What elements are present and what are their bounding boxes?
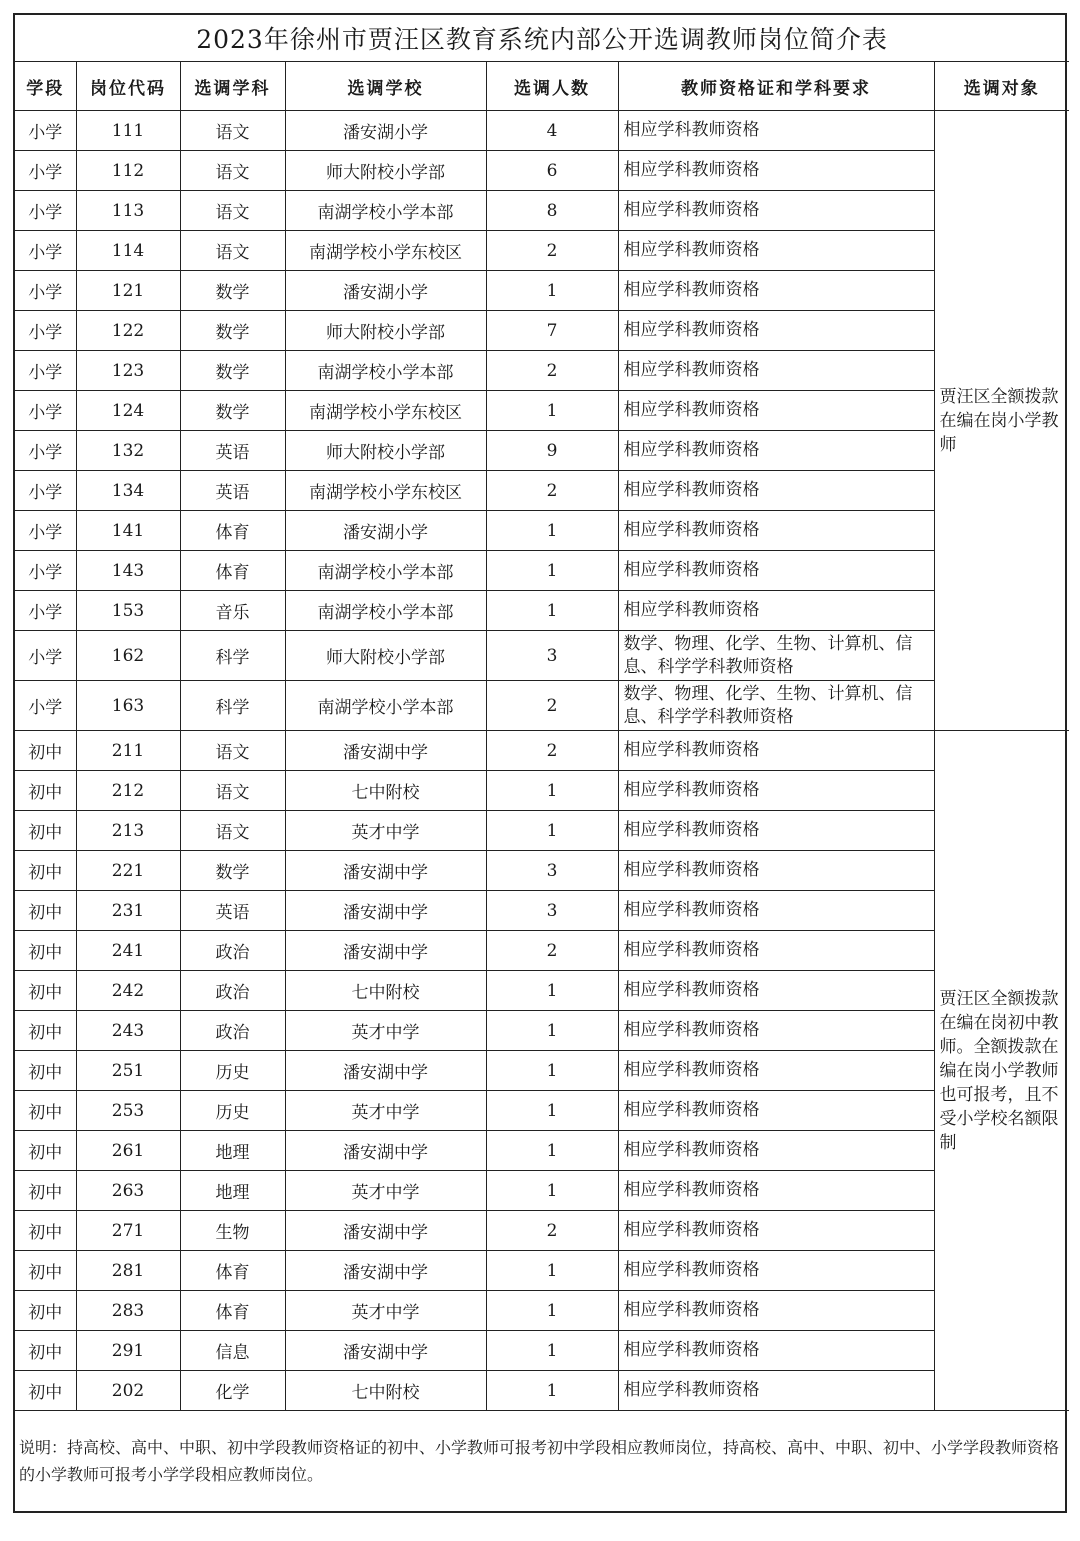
cell-code: 132 (76, 431, 180, 471)
cell-school: 潘安湖小学 (285, 111, 486, 151)
cell-requirement: 相应学科教师资格 (618, 471, 934, 511)
cell-count: 2 (486, 351, 618, 391)
header-row (15, 62, 1069, 111)
table-row (15, 631, 1069, 681)
table-row (15, 1211, 1069, 1251)
cell-school: 英才中学 (285, 1091, 486, 1131)
cell-school: 潘安湖中学 (285, 1331, 486, 1371)
cell-subject: 英语 (180, 431, 285, 471)
cell-subject: 英语 (180, 891, 285, 931)
cell-school: 南湖学校小学本部 (285, 591, 486, 631)
cell-subject: 体育 (180, 511, 285, 551)
cell-code: 241 (76, 931, 180, 971)
cell-subject: 化学 (180, 1371, 285, 1411)
cell-count: 2 (486, 681, 618, 731)
table-row (15, 511, 1069, 551)
cell-code: 163 (76, 681, 180, 731)
cell-subject: 政治 (180, 931, 285, 971)
cell-school: 潘安湖中学 (285, 851, 486, 891)
cell-level: 小学 (15, 431, 76, 471)
notes-text: 说明：持高校、高中、中职、初中学段教师资格证的初中、小学教师可报考初中学段相应教师岗位，持高校、高中、中职、初中、小学学段教师资格的小学教师可报考小学学段相应教师岗位。 (15, 1411, 1069, 1512)
table-row (15, 731, 1069, 771)
cell-code: 211 (76, 731, 180, 771)
cell-count: 2 (486, 931, 618, 971)
cell-subject: 数学 (180, 851, 285, 891)
cell-code: 261 (76, 1131, 180, 1171)
cell-count: 1 (486, 1011, 618, 1051)
cell-level: 小学 (15, 591, 76, 631)
cell-requirement: 相应学科教师资格 (618, 391, 934, 431)
cell-code: 113 (76, 191, 180, 231)
cell-requirement: 相应学科教师资格 (618, 771, 934, 811)
cell-code: 263 (76, 1171, 180, 1211)
cell-code: 221 (76, 851, 180, 891)
position-table (15, 15, 1069, 1511)
cell-level: 初中 (15, 1091, 76, 1131)
cell-subject: 音乐 (180, 591, 285, 631)
table-row (15, 771, 1069, 811)
cell-school: 英才中学 (285, 1011, 486, 1051)
cell-level: 初中 (15, 771, 76, 811)
cell-subject: 语文 (180, 191, 285, 231)
header-target: 选调对象 (934, 62, 1069, 111)
cell-level: 初中 (15, 891, 76, 931)
cell-subject: 科学 (180, 631, 285, 681)
cell-count: 8 (486, 191, 618, 231)
cell-code: 271 (76, 1211, 180, 1251)
cell-count: 1 (486, 1091, 618, 1131)
cell-count: 1 (486, 971, 618, 1011)
cell-school: 南湖学校小学本部 (285, 681, 486, 731)
header-code: 岗位代码 (76, 62, 180, 111)
cell-count: 1 (486, 271, 618, 311)
cell-code: 243 (76, 1011, 180, 1051)
table-row (15, 1011, 1069, 1051)
cell-requirement: 相应学科教师资格 (618, 271, 934, 311)
cell-subject: 科学 (180, 681, 285, 731)
cell-school: 南湖学校小学东校区 (285, 391, 486, 431)
cell-count: 1 (486, 1371, 618, 1411)
cell-subject: 数学 (180, 351, 285, 391)
table-row (15, 1331, 1069, 1371)
cell-subject: 信息 (180, 1331, 285, 1371)
cell-code: 134 (76, 471, 180, 511)
cell-requirement: 相应学科教师资格 (618, 311, 934, 351)
cell-code: 281 (76, 1251, 180, 1291)
header-level: 学段 (15, 62, 76, 111)
cell-school: 七中附校 (285, 771, 486, 811)
table-row (15, 1171, 1069, 1211)
cell-count: 1 (486, 1251, 618, 1291)
header-school: 选调学校 (285, 62, 486, 111)
cell-count: 2 (486, 1211, 618, 1251)
cell-requirement: 相应学科教师资格 (618, 431, 934, 471)
cell-count: 2 (486, 471, 618, 511)
table-row (15, 681, 1069, 731)
cell-school: 七中附校 (285, 971, 486, 1011)
cell-school: 潘安湖中学 (285, 731, 486, 771)
table-row (15, 1291, 1069, 1331)
cell-subject: 语文 (180, 151, 285, 191)
cell-count: 1 (486, 511, 618, 551)
cell-count: 3 (486, 631, 618, 681)
table-row (15, 1371, 1069, 1411)
table-row (15, 591, 1069, 631)
cell-requirement: 相应学科教师资格 (618, 731, 934, 771)
cell-count: 3 (486, 891, 618, 931)
cell-subject: 英语 (180, 471, 285, 511)
cell-school: 南湖学校小学东校区 (285, 471, 486, 511)
cell-level: 小学 (15, 151, 76, 191)
table-row (15, 1051, 1069, 1091)
cell-level: 初中 (15, 1331, 76, 1371)
cell-school: 师大附校小学部 (285, 311, 486, 351)
cell-count: 1 (486, 1291, 618, 1331)
cell-requirement: 相应学科教师资格 (618, 511, 934, 551)
cell-requirement: 相应学科教师资格 (618, 351, 934, 391)
cell-school: 潘安湖中学 (285, 1251, 486, 1291)
table-row (15, 1091, 1069, 1131)
cell-requirement: 相应学科教师资格 (618, 1251, 934, 1291)
cell-requirement: 相应学科教师资格 (618, 1011, 934, 1051)
cell-school: 潘安湖中学 (285, 931, 486, 971)
table-row (15, 851, 1069, 891)
cell-code: 122 (76, 311, 180, 351)
cell-count: 9 (486, 431, 618, 471)
cell-school: 七中附校 (285, 1371, 486, 1411)
cell-requirement: 相应学科教师资格 (618, 591, 934, 631)
table-row (15, 471, 1069, 511)
cell-code: 231 (76, 891, 180, 931)
cell-code: 143 (76, 551, 180, 591)
cell-code: 213 (76, 811, 180, 851)
cell-count: 2 (486, 731, 618, 771)
cell-level: 初中 (15, 851, 76, 891)
cell-code: 141 (76, 511, 180, 551)
cell-code: 114 (76, 231, 180, 271)
cell-subject: 政治 (180, 1011, 285, 1051)
cell-school: 师大附校小学部 (285, 431, 486, 471)
cell-requirement: 相应学科教师资格 (618, 1331, 934, 1371)
cell-subject: 数学 (180, 311, 285, 351)
cell-subject: 历史 (180, 1091, 285, 1131)
cell-code: 153 (76, 591, 180, 631)
cell-code: 202 (76, 1371, 180, 1411)
table-title: 2023年徐州市贾汪区教育系统内部公开选调教师岗位简介表 (15, 15, 1069, 62)
cell-target: 贾汪区全额拨款在编在岗小学教师 (934, 111, 1069, 731)
cell-requirement: 相应学科教师资格 (618, 1051, 934, 1091)
cell-level: 小学 (15, 551, 76, 591)
cell-count: 1 (486, 1051, 618, 1091)
cell-code: 291 (76, 1331, 180, 1371)
cell-school: 潘安湖中学 (285, 1051, 486, 1091)
table-row (15, 351, 1069, 391)
cell-school: 英才中学 (285, 1171, 486, 1211)
cell-requirement: 相应学科教师资格 (618, 151, 934, 191)
table-row (15, 231, 1069, 271)
cell-level: 初中 (15, 1131, 76, 1171)
cell-requirement: 相应学科教师资格 (618, 891, 934, 931)
cell-subject: 体育 (180, 1251, 285, 1291)
table-row (15, 931, 1069, 971)
cell-requirement: 相应学科教师资格 (618, 111, 934, 151)
cell-level: 初中 (15, 731, 76, 771)
cell-code: 112 (76, 151, 180, 191)
cell-count: 1 (486, 771, 618, 811)
cell-subject: 政治 (180, 971, 285, 1011)
cell-subject: 语文 (180, 731, 285, 771)
cell-level: 小学 (15, 111, 76, 151)
cell-code: 121 (76, 271, 180, 311)
cell-requirement: 数学、物理、化学、生物、计算机、信息、科学学科教师资格 (618, 681, 934, 731)
cell-count: 1 (486, 391, 618, 431)
cell-requirement: 相应学科教师资格 (618, 1091, 934, 1131)
cell-level: 小学 (15, 511, 76, 551)
cell-code: 111 (76, 111, 180, 151)
cell-school: 潘安湖中学 (285, 891, 486, 931)
cell-count: 1 (486, 1171, 618, 1211)
cell-subject: 地理 (180, 1131, 285, 1171)
cell-school: 南湖学校小学本部 (285, 191, 486, 231)
cell-code: 242 (76, 971, 180, 1011)
cell-level: 小学 (15, 391, 76, 431)
cell-count: 1 (486, 811, 618, 851)
cell-level: 小学 (15, 681, 76, 731)
cell-level: 小学 (15, 311, 76, 351)
cell-code: 162 (76, 631, 180, 681)
header-count: 选调人数 (486, 62, 618, 111)
table-row (15, 111, 1069, 151)
cell-requirement: 相应学科教师资格 (618, 1371, 934, 1411)
header-requirement: 教师资格证和学科要求 (618, 62, 934, 111)
cell-count: 1 (486, 551, 618, 591)
cell-count: 1 (486, 591, 618, 631)
cell-level: 初中 (15, 1051, 76, 1091)
cell-requirement: 相应学科教师资格 (618, 1291, 934, 1331)
cell-school: 英才中学 (285, 811, 486, 851)
cell-requirement: 相应学科教师资格 (618, 231, 934, 271)
cell-subject: 数学 (180, 391, 285, 431)
cell-count: 4 (486, 111, 618, 151)
cell-level: 初中 (15, 1291, 76, 1331)
cell-level: 小学 (15, 471, 76, 511)
cell-code: 212 (76, 771, 180, 811)
table-row (15, 1131, 1069, 1171)
cell-school: 师大附校小学部 (285, 151, 486, 191)
cell-level: 初中 (15, 1371, 76, 1411)
cell-subject: 语文 (180, 111, 285, 151)
cell-subject: 生物 (180, 1211, 285, 1251)
cell-subject: 体育 (180, 551, 285, 591)
cell-subject: 历史 (180, 1051, 285, 1091)
cell-subject: 语文 (180, 231, 285, 271)
cell-level: 初中 (15, 1251, 76, 1291)
cell-count: 1 (486, 1331, 618, 1371)
cell-target: 贾汪区全额拨款在编在岗初中教师。全额拨款在编在岗小学教师也可报考，且不受小学校名额限制 (934, 731, 1069, 1411)
cell-code: 283 (76, 1291, 180, 1331)
cell-level: 初中 (15, 1171, 76, 1211)
cell-level: 初中 (15, 971, 76, 1011)
cell-school: 潘安湖中学 (285, 1211, 486, 1251)
cell-subject: 语文 (180, 771, 285, 811)
cell-school: 师大附校小学部 (285, 631, 486, 681)
cell-requirement: 相应学科教师资格 (618, 811, 934, 851)
cell-level: 小学 (15, 271, 76, 311)
cell-level: 小学 (15, 191, 76, 231)
cell-requirement: 相应学科教师资格 (618, 851, 934, 891)
cell-subject: 地理 (180, 1171, 285, 1211)
cell-count: 3 (486, 851, 618, 891)
cell-requirement: 相应学科教师资格 (618, 931, 934, 971)
table-body (15, 111, 1069, 1411)
cell-code: 124 (76, 391, 180, 431)
table-row (15, 971, 1069, 1011)
cell-requirement: 相应学科教师资格 (618, 191, 934, 231)
cell-requirement: 数学、物理、化学、生物、计算机、信息、科学学科教师资格 (618, 631, 934, 681)
cell-subject: 语文 (180, 811, 285, 851)
cell-level: 小学 (15, 231, 76, 271)
cell-requirement: 相应学科教师资格 (618, 1131, 934, 1171)
cell-count: 7 (486, 311, 618, 351)
table-row (15, 551, 1069, 591)
cell-level: 初中 (15, 1211, 76, 1251)
cell-code: 123 (76, 351, 180, 391)
cell-subject: 体育 (180, 1291, 285, 1331)
cell-count: 2 (486, 231, 618, 271)
cell-level: 初中 (15, 1011, 76, 1051)
table-row (15, 271, 1069, 311)
cell-level: 初中 (15, 811, 76, 851)
table-row (15, 1251, 1069, 1291)
cell-count: 1 (486, 1131, 618, 1171)
cell-school: 英才中学 (285, 1291, 486, 1331)
table-row (15, 431, 1069, 471)
cell-count: 6 (486, 151, 618, 191)
cell-school: 潘安湖中学 (285, 1131, 486, 1171)
cell-code: 253 (76, 1091, 180, 1131)
cell-school: 南湖学校小学本部 (285, 551, 486, 591)
cell-school: 南湖学校小学东校区 (285, 231, 486, 271)
table-row (15, 191, 1069, 231)
cell-level: 小学 (15, 351, 76, 391)
table-row (15, 151, 1069, 191)
cell-subject: 数学 (180, 271, 285, 311)
cell-level: 小学 (15, 631, 76, 681)
table-row (15, 391, 1069, 431)
cell-requirement: 相应学科教师资格 (618, 1211, 934, 1251)
position-table-sheet (13, 13, 1067, 1513)
cell-level: 初中 (15, 931, 76, 971)
cell-school: 潘安湖小学 (285, 511, 486, 551)
header-subject: 选调学科 (180, 62, 285, 111)
cell-requirement: 相应学科教师资格 (618, 551, 934, 591)
cell-requirement: 相应学科教师资格 (618, 1171, 934, 1211)
cell-code: 251 (76, 1051, 180, 1091)
table-row (15, 891, 1069, 931)
table-row (15, 811, 1069, 851)
cell-school: 南湖学校小学本部 (285, 351, 486, 391)
cell-school: 潘安湖小学 (285, 271, 486, 311)
cell-requirement: 相应学科教师资格 (618, 971, 934, 1011)
table-row (15, 311, 1069, 351)
